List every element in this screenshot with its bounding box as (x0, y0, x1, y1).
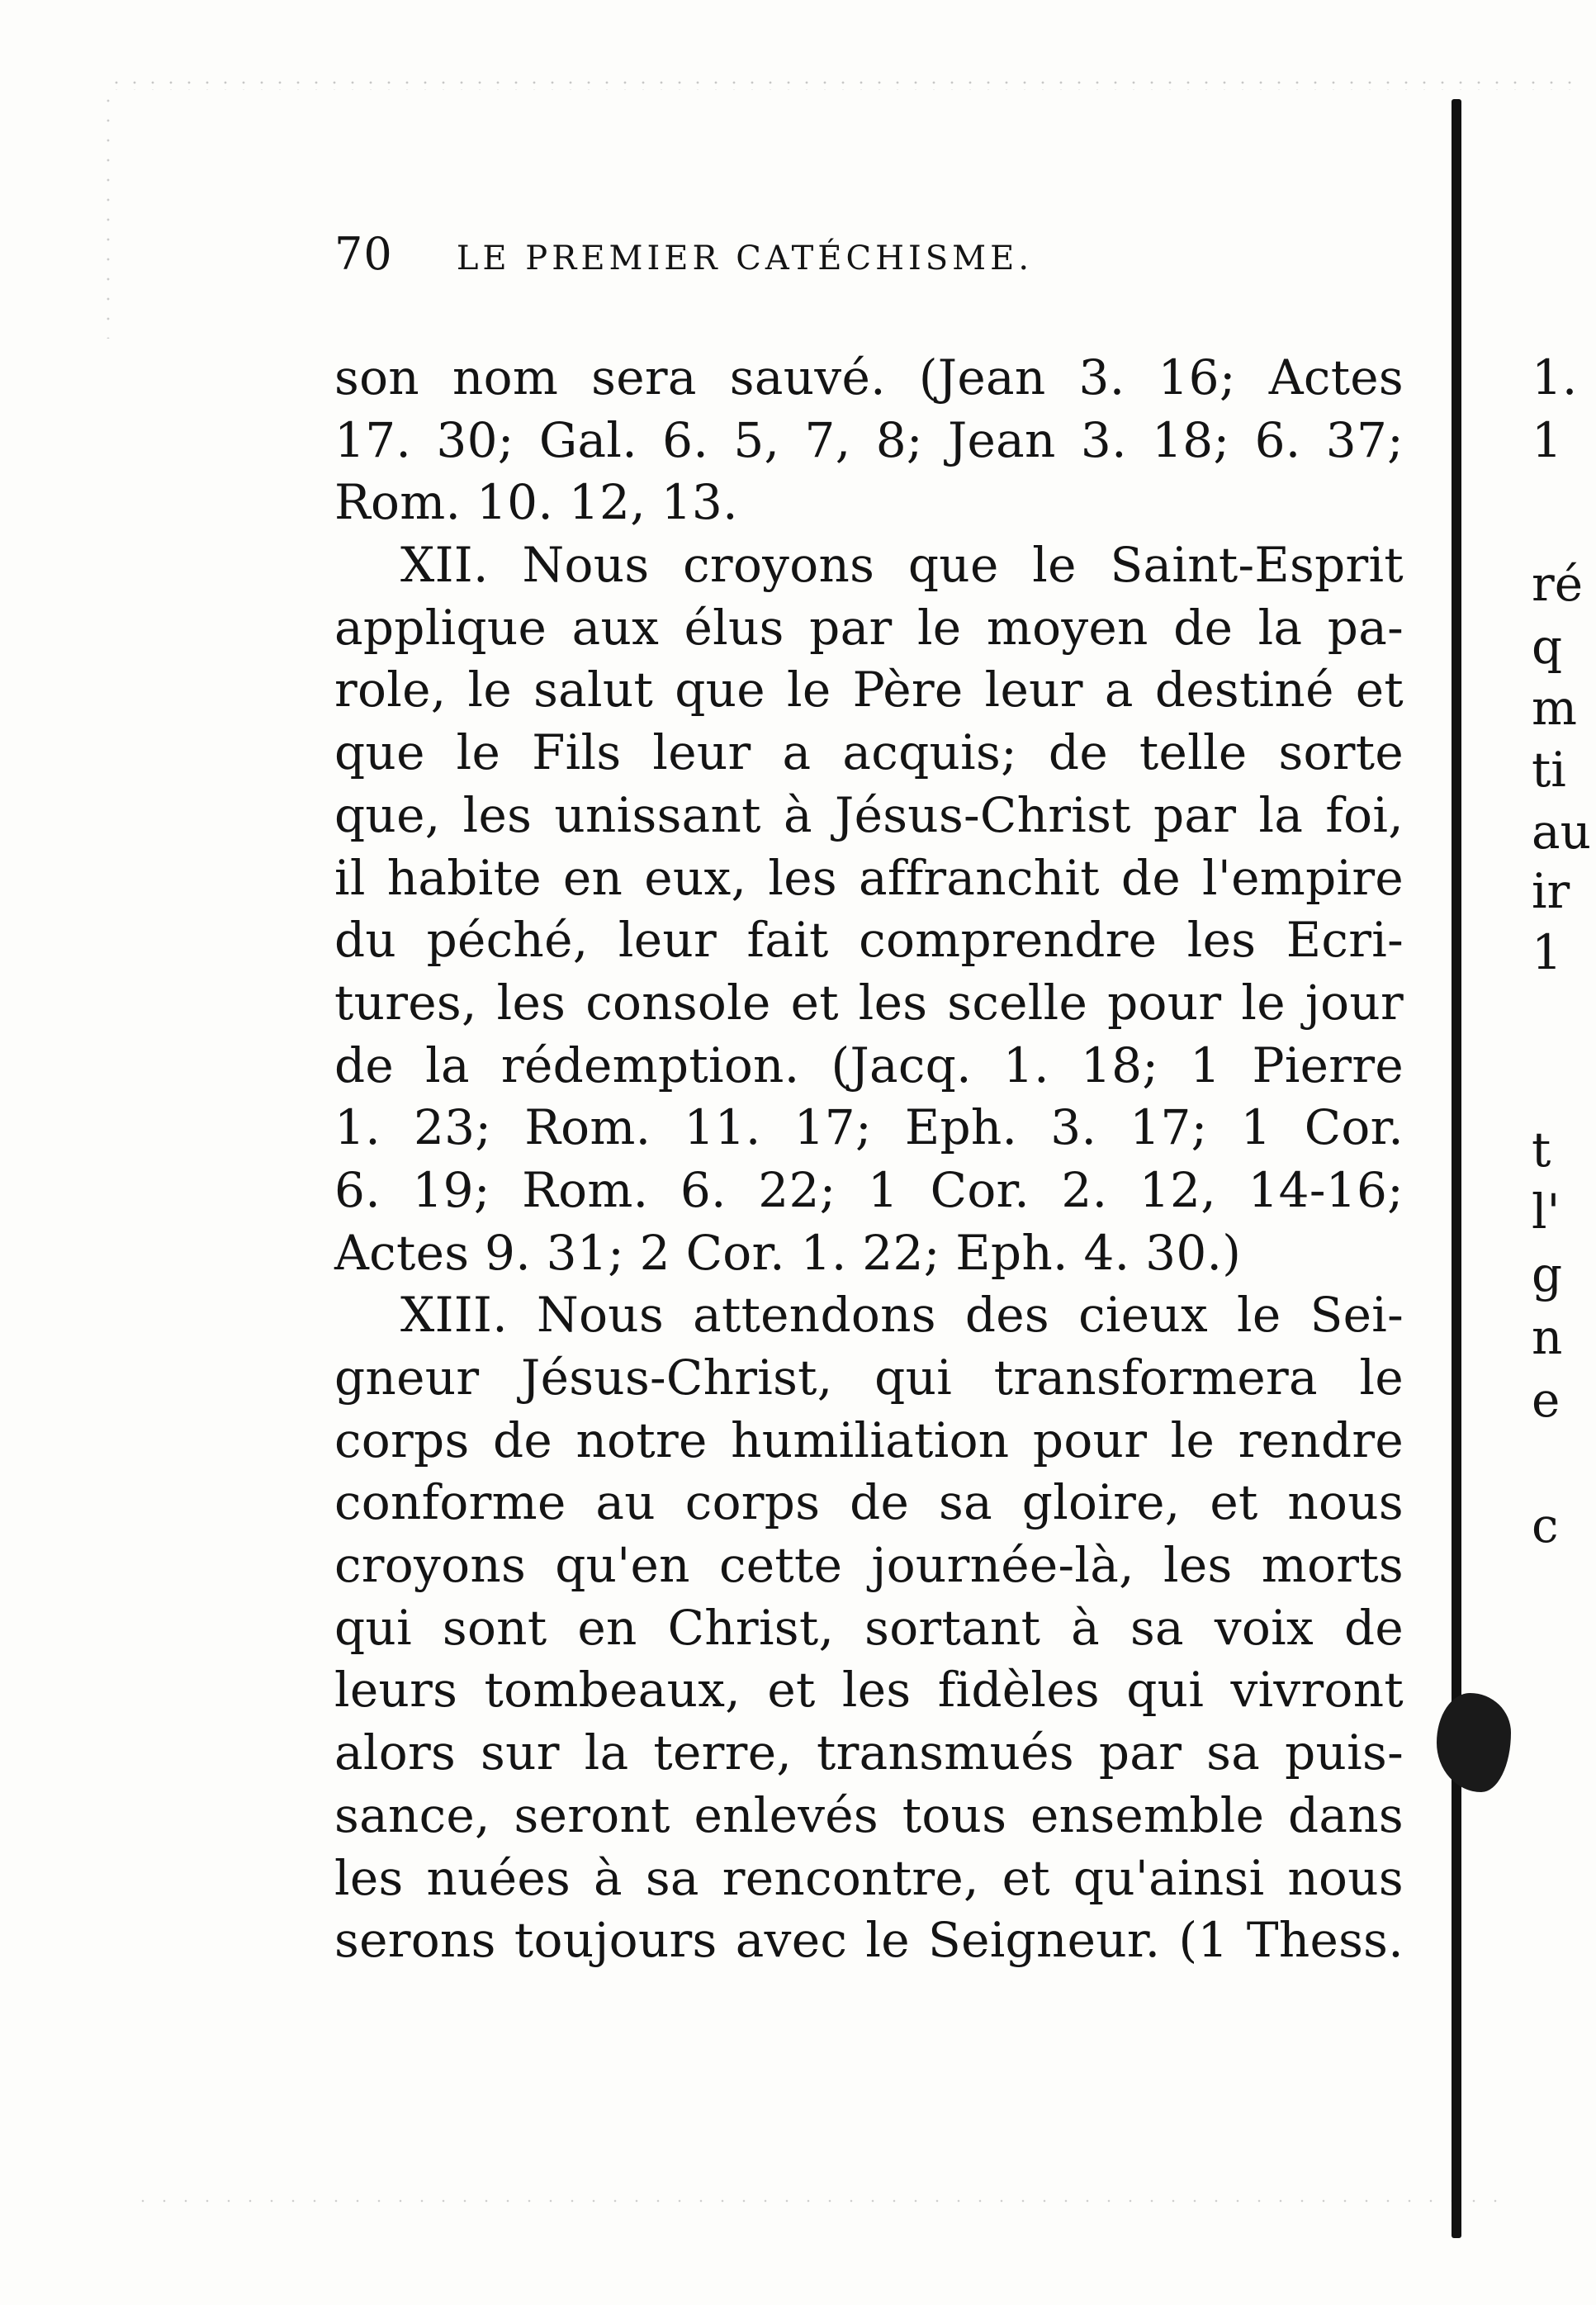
facing-page-fragment: ir (1532, 863, 1570, 919)
facing-page-fragment: c (1532, 1497, 1559, 1553)
text-line: role, le salut que le Père leur a destiné et (334, 662, 1404, 719)
scan-edge-left (106, 91, 111, 339)
page-number: 70 (334, 228, 393, 280)
text-line: applique aux élus par le moyen de la pa- (334, 599, 1404, 656)
text-line: conforme au corps de sa gloire, et nous (334, 1474, 1404, 1531)
text-line: corps de notre humiliation pour le rendre (334, 1411, 1404, 1468)
text-line: Actes 9. 31; 2 Cor. 1. 22; Eph. 4. 30.) (334, 1224, 1242, 1281)
facing-page-fragment: 1 (1532, 412, 1562, 468)
facing-page-fragment: 1 (1532, 924, 1562, 980)
body-text (334, 347, 1404, 1972)
text-line: du péché, leur fait comprendre les Ecri- (334, 912, 1404, 969)
facing-page-fragment: q (1532, 619, 1563, 675)
page-gutter (1452, 99, 1461, 2238)
facing-page-fragment: n (1532, 1309, 1563, 1365)
facing-page-fragment: ti (1532, 742, 1566, 798)
text-line: 17. 30; Gal. 6. 5, 7, 8; Jean 3. 18; 6. 37; (334, 411, 1404, 468)
text-line: les nuées à sa rencontre, et qu'ainsi nous (334, 1849, 1404, 1906)
facing-page-fragment: g (1532, 1246, 1563, 1302)
text-line: gneur Jésus-Christ, qui transformera le (334, 1349, 1404, 1406)
article-xiii-heading-line: XIII. Nous attendons des cieux le Sei- (400, 1287, 1404, 1344)
running-head (334, 221, 1408, 287)
text-line: 1. 23; Rom. 11. 17; Eph. 3. 17; 1 Cor. (334, 1099, 1404, 1156)
article-xii-heading-line: XII. Nous croyons que le Saint-Esprit (400, 537, 1404, 594)
text-line: il habite en eux, les affranchit de l'empire (334, 849, 1404, 906)
facing-page-fragment: t (1532, 1122, 1551, 1178)
text-line: que le Fils leur a acquis; de telle sorte (334, 724, 1404, 781)
text-line: croyons qu'en cette journée-là, les morts (334, 1537, 1404, 1594)
text-line: leurs tombeaux, et les fidèles qui vivront (334, 1662, 1404, 1719)
facing-page-fragment: m (1532, 680, 1577, 736)
facing-page-fragments (1532, 347, 1596, 1751)
gutter-ink-blot (1437, 1693, 1511, 1792)
running-title: LE PREMIER CATÉCHISME. (456, 240, 1034, 277)
facing-page-fragment: au (1532, 804, 1591, 860)
text-line: de la rédemption. (Jacq. 1. 18; 1 Pierre (334, 1036, 1404, 1093)
facing-page-fragment: ré (1532, 556, 1584, 612)
text-line: alors sur la terre, transmués par sa puis- (334, 1724, 1404, 1781)
text-line: 6. 19; Rom. 6. 22; 1 Cor. 2. 12, 14-16; (334, 1161, 1404, 1218)
scan-edge-bottom (132, 2197, 1503, 2207)
text-line: que, les unissant à Jésus-Christ par la foi, (334, 786, 1404, 843)
facing-page-fragment: l' (1532, 1183, 1560, 1240)
scan-edge-top (107, 78, 1577, 90)
facing-page-fragment: e (1532, 1372, 1560, 1428)
text-line: Rom. 10. 12, 13. (334, 474, 738, 531)
text-line: son nom sera sauvé. (Jean 3. 16; Actes (334, 349, 1404, 406)
text-line: sance, seront enlevés tous ensemble dans (334, 1786, 1404, 1843)
text-line: tures, les console et les scelle pour le jour (334, 974, 1404, 1031)
text-line: serons toujours avec le Seigneur. (1 Thess. (334, 1912, 1404, 1969)
facing-page-fragment: 1. (1532, 349, 1578, 406)
text-line: qui sont en Christ, sortant à sa voix de (334, 1599, 1404, 1656)
